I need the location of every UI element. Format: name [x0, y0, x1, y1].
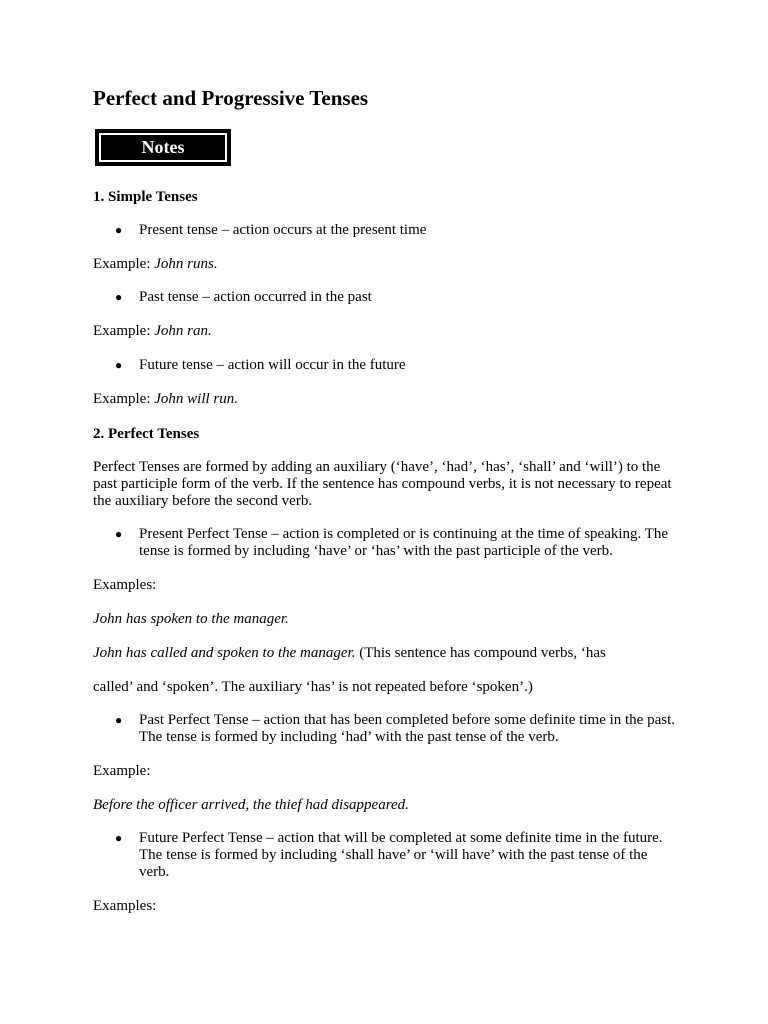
- example-text: Before the officer arrived, the thief had disappeared.: [93, 797, 409, 813]
- bullet-text: Present tense – action occurs at the present time: [139, 222, 427, 238]
- bullet-icon: ●: [115, 713, 123, 727]
- bullet-icon: ●: [115, 223, 123, 237]
- notes-banner: [95, 129, 231, 166]
- bullet-text: Future tense – action will occur in the future: [139, 357, 406, 373]
- intro-paragraph: Perfect Tenses are formed by adding an auxiliary (‘have’, ‘had’, ‘has’, ‘shall’ and ‘will’) to the past participle form of the verb. If the sentence has compound verbs, it is not necessary to repeat the auxiliary before the second verb.: [93, 459, 672, 509]
- example-label: Example:: [93, 323, 155, 339]
- bullet-icon: ●: [115, 527, 123, 541]
- example-text: John has called and spoken to the manager.: [93, 645, 356, 661]
- example-note: (This sentence has compound verbs, ‘has: [355, 645, 606, 661]
- bullet-text: Future Perfect Tense – action that will be completed at some definite time in the future. The tense is formed by including ‘shall have’ or ‘will have’ with the past tense of the verb.: [139, 830, 663, 880]
- bullet-text: Past Perfect Tense – action that has been completed before some definite time in the past. The tense is formed by including ‘had’ with the past tense of the verb.: [139, 712, 676, 745]
- example-label: Example:: [93, 256, 155, 272]
- section-heading-simple-tenses: 1. Simple Tenses: [93, 189, 198, 205]
- section-heading-perfect-tenses: 2. Perfect Tenses: [93, 426, 200, 442]
- example-text: John ran.: [154, 323, 212, 339]
- list-item: [115, 712, 679, 746]
- notes-label: Notes: [99, 133, 227, 162]
- bullet-text: Present Perfect Tense – action is completed or is continuing at the time of speaking. The tense is formed by including ‘have’ or ‘has’ with the past participle of the verb.: [139, 526, 669, 559]
- list-item: [115, 830, 679, 881]
- example-line: [93, 645, 678, 662]
- example-label: Example:: [93, 763, 151, 779]
- examples-label: Examples:: [93, 898, 157, 914]
- list-item: [115, 222, 679, 239]
- example-label: Example:: [93, 391, 155, 407]
- examples-label: Examples:: [93, 577, 157, 593]
- example-text: John will run.: [154, 391, 238, 407]
- list-item: [115, 289, 679, 306]
- list-item: [115, 357, 679, 374]
- example-text: John has spoken to the manager.: [93, 611, 289, 627]
- example-line: [93, 391, 678, 408]
- list-item: [115, 526, 679, 560]
- bullet-icon: ●: [115, 358, 123, 372]
- bullet-text: Past tense – action occurred in the past: [139, 289, 372, 305]
- example-note-continued: called’ and ‘spoken’. The auxiliary ‘has’ is not repeated before ‘spoken’.): [93, 679, 533, 695]
- example-line: [93, 323, 678, 340]
- page-title: Perfect and Progressive Tenses: [93, 86, 369, 110]
- bullet-icon: ●: [115, 290, 123, 304]
- example-text: John runs.: [154, 256, 218, 272]
- example-line: [93, 256, 678, 273]
- bullet-icon: ●: [115, 831, 123, 845]
